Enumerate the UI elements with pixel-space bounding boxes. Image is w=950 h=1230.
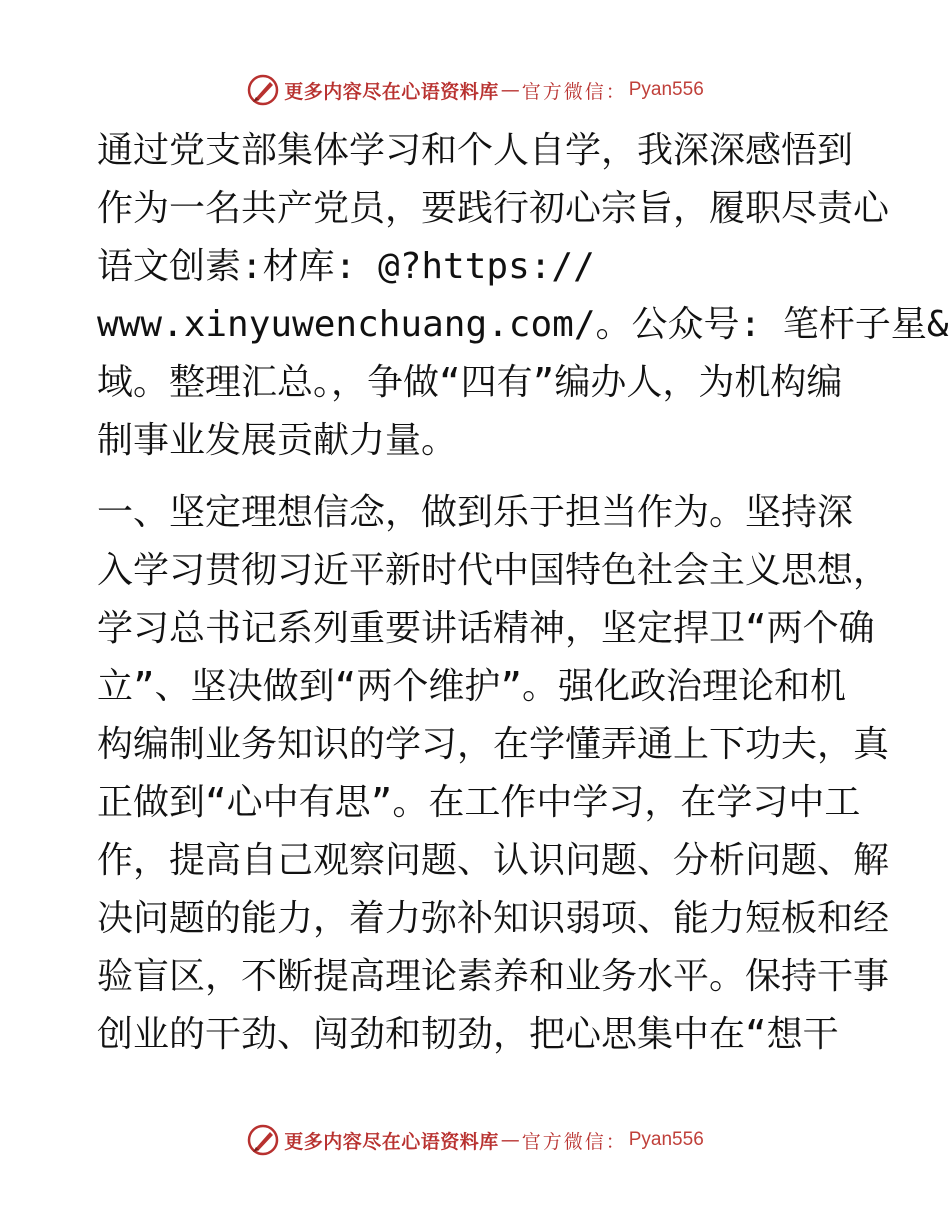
text-line: 决问题的能力，着力弥补知识弱项、能力短板和经	[97, 898, 890, 939]
text-line: 语文创素:材库: @?https://	[97, 246, 595, 287]
banner-site-text: 更多内容尽在心语资料库	[284, 80, 499, 103]
banner-dash: —	[500, 1129, 520, 1151]
text-line: 域。整理汇总。，争做“四有”编办人，为机构编	[97, 362, 843, 403]
paragraph-2	[97, 484, 890, 1064]
text-line: 入学习贯彻习近平新时代中国特色社会主义思想，	[97, 550, 890, 591]
text-line: 验盲区，不断提高理论素养和业务水平。保持干事	[97, 956, 890, 997]
banner-wechat-id: Pyan556	[628, 79, 704, 100]
text-line: 作，提高自己观察问题、认识问题、分析问题、解	[97, 840, 890, 881]
banner-wechat-label: 官方微信：	[521, 1130, 627, 1153]
pen-logo-icon	[246, 73, 280, 107]
banner-wechat-id: Pyan556	[628, 1129, 704, 1150]
document-body	[97, 122, 949, 1064]
paragraph-1	[97, 122, 949, 470]
text-line: 立”、坚决做到“两个维护”。强化政治理论和机	[97, 666, 847, 707]
text-line: 创业的干劲、闯劲和韧劲，把心思集中在“想干	[97, 1014, 839, 1055]
text-line: 正做到“心中有思”。在工作中学习，在学习中工	[97, 782, 861, 823]
banner-wechat-label: 官方微信：	[521, 80, 627, 103]
text-line: 学习总书记系列重要讲话精神，坚定捍卫“两个确	[97, 608, 875, 649]
header-banner	[0, 72, 950, 108]
text-line: 作为一名共产党员，要践行初心宗旨，履职尽责心	[97, 188, 890, 229]
text-line: 一、坚定理想信念，做到乐于担当作为。坚持深	[97, 492, 854, 533]
banner-dash: —	[500, 79, 520, 101]
pen-logo-icon	[246, 1123, 280, 1157]
banner-site-text: 更多内容尽在心语资料库	[284, 1130, 499, 1153]
footer-banner	[0, 1122, 950, 1158]
text-line: 制事业发展贡献力量。	[97, 420, 458, 461]
text-line: 构编制业务知识的学习，在学懂弄通上下功夫，真	[97, 724, 890, 765]
text-line: 通过党支部集体学习和个人自学，我深深感悟到	[97, 130, 854, 171]
text-line: www.xinyuwenchuang.com/。公众号: 笔杆子星&	[97, 304, 949, 345]
paragraph-gap	[97, 470, 857, 484]
